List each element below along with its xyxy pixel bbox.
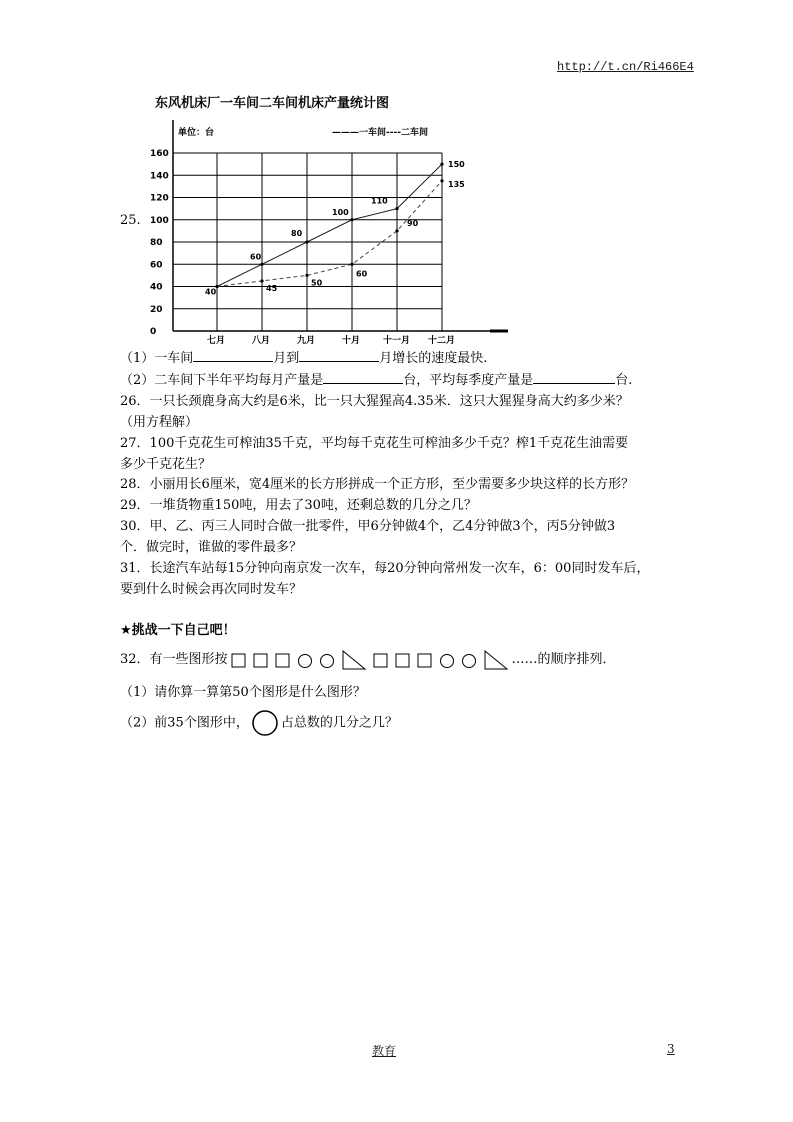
x-tick-label: 八月 bbox=[252, 336, 271, 346]
square-icon bbox=[373, 652, 389, 668]
square-icon bbox=[275, 652, 291, 668]
data-point bbox=[350, 263, 353, 266]
data-label: 60 bbox=[356, 269, 368, 279]
question-32-part-1: （1）请你算一算第50个图形是什么图形？ bbox=[120, 685, 366, 700]
answer-blank[interactable] bbox=[299, 349, 379, 362]
page-number: 3 bbox=[667, 1042, 675, 1056]
data-point bbox=[440, 179, 443, 182]
question-30: 30．甲、乙、丙三人同时合做一批零件，甲6分钟做4个，乙4分钟做3个，丙5分钟做3 bbox=[120, 519, 616, 534]
x-tick-label: 十月 bbox=[342, 336, 361, 346]
question-30-cont: 个．做完时，谁做的零件最多？ bbox=[120, 540, 303, 555]
data-point bbox=[395, 229, 398, 232]
triangle-icon bbox=[483, 650, 509, 670]
y-tick-label: 60 bbox=[150, 260, 163, 271]
square-icon bbox=[417, 652, 433, 668]
y-axis-unit-label: 单位：台 bbox=[178, 128, 215, 138]
question-25-part-2 bbox=[120, 369, 632, 388]
y-tick-label: 120 bbox=[150, 193, 169, 204]
data-label: 150 bbox=[448, 160, 465, 170]
circle-icon bbox=[461, 652, 477, 668]
data-label: 45 bbox=[266, 283, 278, 293]
square-icon bbox=[253, 652, 269, 668]
answer-blank[interactable] bbox=[323, 371, 403, 384]
text: 32．有一些图形按 bbox=[120, 652, 228, 667]
circle-icon bbox=[439, 652, 455, 668]
x-tick-label: 十二月 bbox=[428, 336, 456, 346]
text: （1）一车间 bbox=[120, 351, 194, 366]
challenge-heading: ★挑战一下自己吧！ bbox=[120, 623, 236, 638]
text: 台，平均每季度产量是 bbox=[403, 373, 534, 388]
data-point bbox=[305, 274, 308, 277]
data-label: 100 bbox=[332, 207, 349, 217]
shape-sequence bbox=[228, 652, 512, 667]
legend: ———一车间----二车间 bbox=[332, 128, 428, 138]
x-tick-label: 十一月 bbox=[383, 336, 411, 346]
series-line-2 bbox=[217, 181, 442, 287]
data-label: 90 bbox=[407, 218, 419, 228]
question-31: 31．长途汽车站每15分钟向南京发一次车，每20分钟向常州发一次车，6：00同时发车后， bbox=[120, 561, 650, 576]
data-point bbox=[395, 207, 398, 210]
production-line-chart bbox=[0, 0, 793, 350]
data-point bbox=[440, 163, 443, 166]
x-tick-label: 九月 bbox=[297, 336, 316, 346]
question-28: 28．小丽用长6厘米，宽4厘米的长方形拼成一个正方形，至少需要多少块这样的长方形？ bbox=[120, 477, 635, 492]
data-label: 110 bbox=[371, 196, 388, 206]
y-tick-label: 40 bbox=[150, 282, 163, 293]
y-tick-label: 80 bbox=[150, 238, 163, 248]
data-label: 40 bbox=[205, 287, 217, 297]
triangle-icon bbox=[341, 650, 367, 670]
chart-title: 东风机床厂一车间二车间机床产量统计图 bbox=[155, 96, 390, 111]
data-point bbox=[260, 279, 263, 282]
square-icon bbox=[395, 652, 411, 668]
question-27: 27．100千克花生可榨油35千克，平均每千克花生可榨油多少千克？榨1千克花生油需要 bbox=[120, 436, 629, 451]
text: 月到 bbox=[273, 351, 300, 366]
question-32-part-2 bbox=[120, 710, 398, 736]
question-number-25: 25. bbox=[120, 213, 141, 228]
data-label: 80 bbox=[291, 229, 303, 238]
square-icon bbox=[231, 652, 247, 668]
text: 月增长的速度最快. bbox=[379, 351, 488, 366]
text: ……的顺序排列． bbox=[511, 652, 616, 667]
text: （2）二车间下半年平均每月产量是 bbox=[120, 373, 324, 388]
header-url-link[interactable]: http://t.cn/Ri466E4 bbox=[557, 60, 694, 74]
circle-icon bbox=[319, 652, 335, 668]
y-tick-label: 100 bbox=[150, 215, 169, 226]
question-29: 29．一堆货物重150吨，用去了30吨，还剩总数的几分之几？ bbox=[120, 498, 477, 513]
question-31-cont: 要到什么时候会再次同时发车？ bbox=[120, 582, 303, 597]
y-tick-label: 140 bbox=[150, 171, 169, 182]
y-tick-label: 0 bbox=[150, 327, 157, 337]
data-label: 50 bbox=[311, 278, 323, 288]
footer-link[interactable]: 教育 bbox=[372, 1044, 397, 1058]
data-point bbox=[215, 285, 218, 288]
data-point bbox=[350, 218, 353, 221]
question-26-note: （用方程解） bbox=[120, 415, 199, 430]
text: （2）前35个图形中， bbox=[120, 715, 249, 731]
y-tick-label: 160 bbox=[150, 149, 169, 159]
data-point bbox=[305, 240, 308, 243]
question-27-cont: 多少千克花生？ bbox=[120, 457, 212, 472]
x-tick-label: 七月 bbox=[207, 336, 226, 346]
answer-blank[interactable] bbox=[193, 349, 273, 362]
y-tick-label: 20 bbox=[150, 304, 163, 315]
answer-blank[interactable] bbox=[533, 371, 615, 384]
text: 台. bbox=[615, 373, 633, 388]
question-26: 26．一只长颈鹿身高大约是6米，比一只大猩猩高4.35米．这只大猩猩身高大约多少米？ bbox=[120, 394, 629, 409]
question-32 bbox=[120, 648, 616, 670]
circle-icon bbox=[297, 652, 313, 668]
question-25-part-1 bbox=[120, 347, 487, 366]
data-point bbox=[260, 263, 263, 266]
data-label: 60 bbox=[250, 252, 262, 262]
data-label: 135 bbox=[448, 179, 465, 189]
text: 占总数的几分之几？ bbox=[280, 715, 398, 731]
circle-icon bbox=[252, 710, 278, 736]
